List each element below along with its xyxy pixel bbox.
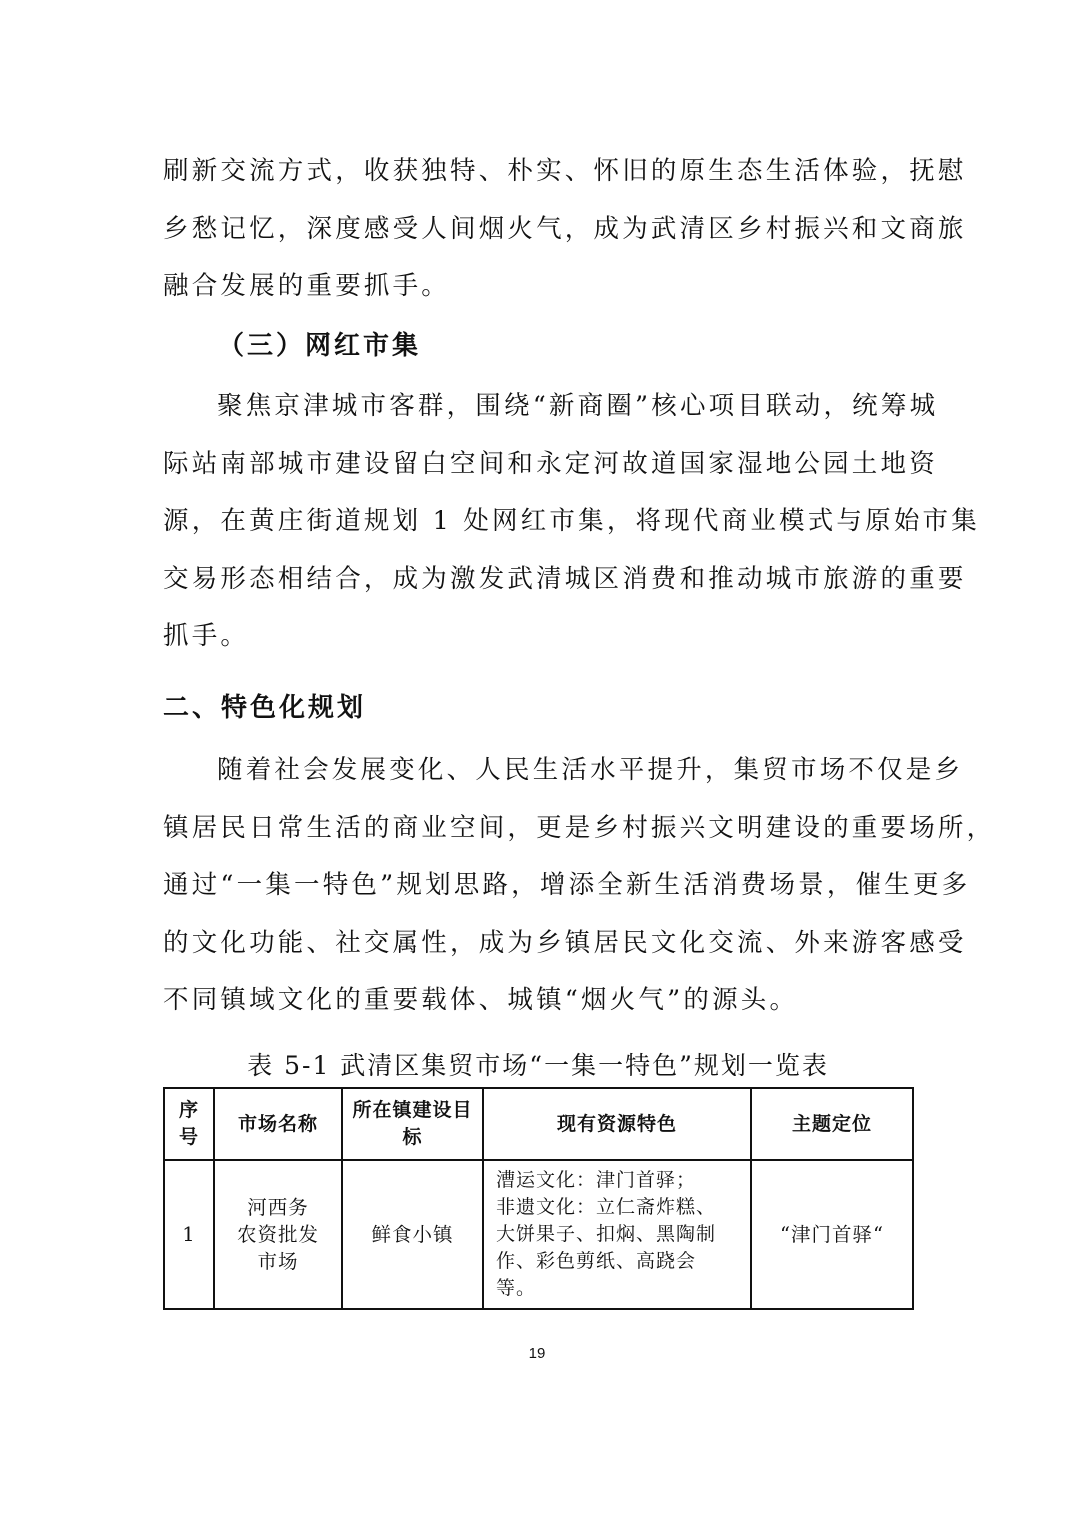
table-caption: 表 5-1 武清区集贸市场“一集一特色”规划一览表 [247,1051,829,1080]
page-number: 19 [528,1345,546,1362]
text-line: 融合发展的重要抓手。 [163,271,451,301]
section-heading: 二、特色化规划 [163,693,367,723]
text-line: 源，在黄庄街道规划 1 处网红市集，将现代商业模式与原始市集 [163,506,980,536]
header-town-goal: 所在镇建设目标 [342,1088,483,1160]
paragraph-planning [163,742,996,1030]
text-line: 际站南部城市建设留白空间和永定河故道国家湿地公园土地资 [163,448,938,479]
cell-theme: “津门首驿“ [751,1160,913,1309]
header-resources: 现有资源特色 [483,1088,751,1160]
header-market-name: 市场名称 [214,1088,342,1160]
text-line: 的文化功能、社交属性，成为乡镇居民文化交流、外来游客感受 [163,927,967,958]
header-theme: 主题定位 [751,1088,913,1160]
cell-market-name: 河西务 农资批发 市场 [214,1160,342,1309]
paragraph-continuation [163,143,967,316]
text-line: 乡愁记忆，深度感受人间烟火气，成为武清区乡村振兴和文商旅 [163,213,967,244]
text-line: 刷新交流方式，收获独特、朴实、怀旧的原生态生活体验，抚慰 [163,156,967,186]
text-line: 镇居民日常生活的商业空间，更是乡村振兴文明建设的重要场所， [163,812,996,843]
table-header-row [164,1088,913,1160]
text-line: 交易形态相结合，成为激发武清城区消费和推动城市旅游的重要 [163,563,967,594]
text-line: 随着社会发展变化、人民生活水平提升，集贸市场不仅是乡 [217,755,964,785]
text-line: 聚焦京津城市客群，围绕“新商圈”核心项目联动，统筹城 [217,391,939,421]
cell-resources: 漕运文化：津门首驿； 非遗文化：立仁斋炸糕、 大饼果子、扣焖、黑陶制 作、彩色剪纸、高跷会 等。 [483,1160,751,1309]
text-line: 抓手。 [163,621,250,651]
header-index: 序号 [164,1088,214,1160]
cell-town-goal: 鲜食小镇 [342,1160,483,1309]
market-table [163,1087,914,1310]
cell-index: 1 [164,1160,214,1309]
subsection-heading: （三）网红市集 [218,331,422,361]
text-line: 不同镇域文化的重要载体、城镇“烟火气”的源头。 [163,985,799,1015]
text-line: 通过“一集一特色”规划思路，增添全新生活消费场景，催生更多 [163,870,971,900]
table-row [164,1160,913,1309]
paragraph-market [163,378,980,666]
